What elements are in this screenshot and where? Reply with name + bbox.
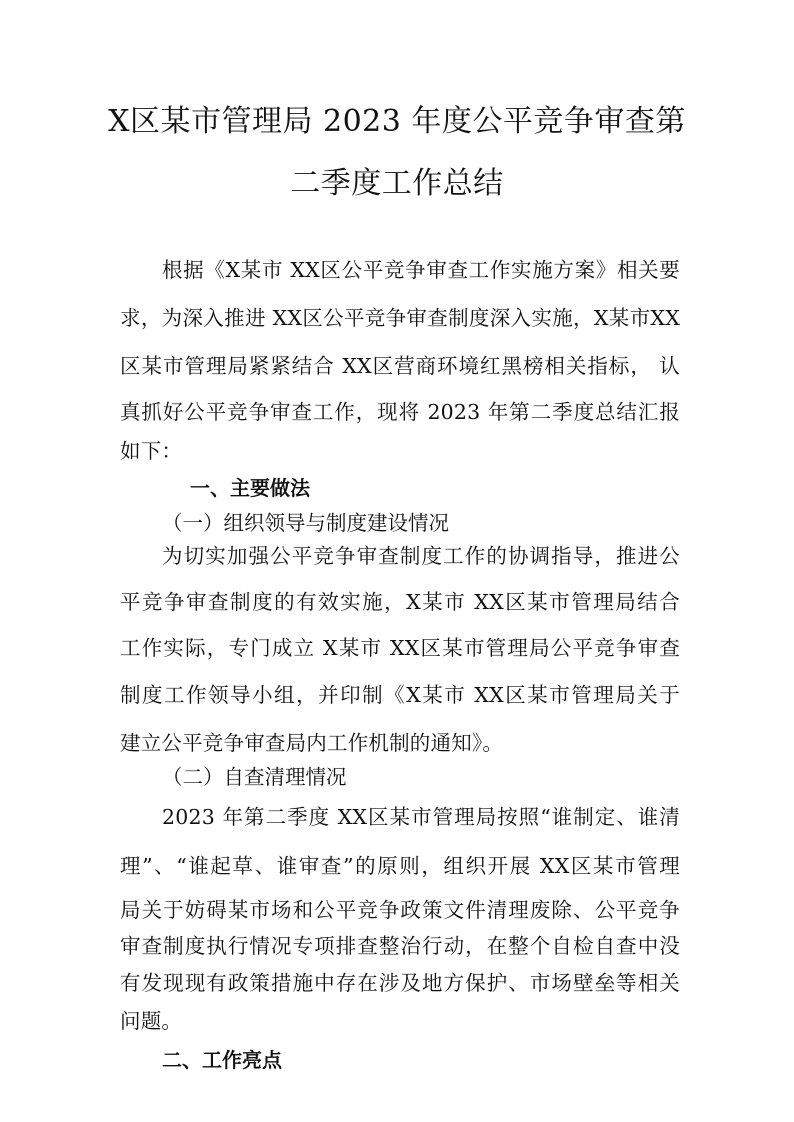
document-title-line1: X区某市管理局 2023 年度公平竞争审查第 <box>108 104 686 139</box>
sub2-line-5: 有发现现有政策措施中存在涉及地方保护、市场壁垒等相关 <box>120 971 680 995</box>
section1-heading: 一、主要做法 <box>190 476 310 500</box>
intro-line-5: 如下： <box>120 439 183 463</box>
sub1-line-3: 工作实际，专门成立 X某市 XX区某市管理局公平竞争审查 <box>120 636 680 660</box>
sub1-line-4: 制度工作领导小组，并印制《X某市 XX区某市管理局关于 <box>120 683 680 707</box>
sub2-line-1: 2023 年第二季度 XX区某市管理局按照“谁制定、谁清 <box>162 805 680 829</box>
intro-line-2: 求，为深入推进 XX区公平竞争审查制度深入实施，X某市XX <box>120 306 680 330</box>
intro-line-3: 区某市管理局紧紧结合 XX区营商环境红黑榜相关指标， 认 <box>120 354 680 378</box>
document-title-line2: 二季度工作总结 <box>290 166 504 201</box>
section2-heading: 二、工作亮点 <box>162 1048 282 1072</box>
sub1-line-2: 平竞争审查制度的有效实施，X某市 XX区某市管理局结合 <box>120 590 680 614</box>
intro-line-4: 真抓好公平竞争审查工作，现将 2023 年第二季度总结汇报 <box>120 400 680 424</box>
section1-sub2-heading: （二）自查清理情况 <box>162 765 347 789</box>
sub1-line-5: 建立公平竞争审查局内工作机制的通知》。 <box>120 731 504 755</box>
sub2-line-3: 局关于妨碍某市场和公平竞争政策文件清理废除、公平竞争 <box>120 898 680 922</box>
sub2-line-4: 审查制度执行情况专项排查整治行动，在整个自检自查中没 <box>120 934 680 958</box>
sub2-line-6: 问题。 <box>120 1009 183 1033</box>
sub2-line-2: 理”、“谁起草、谁审查”的原则，组织开展 XX区某市管理 <box>120 854 680 878</box>
section1-sub1-heading: （一）组织领导与制度建设情况 <box>162 511 449 535</box>
intro-line-1: 根据《X某市 XX区公平竞争审查工作实施方案》相关要 <box>162 258 680 282</box>
sub1-line-1: 为切实加强公平竞争审查制度工作的协调指导，推进公 <box>162 544 680 568</box>
